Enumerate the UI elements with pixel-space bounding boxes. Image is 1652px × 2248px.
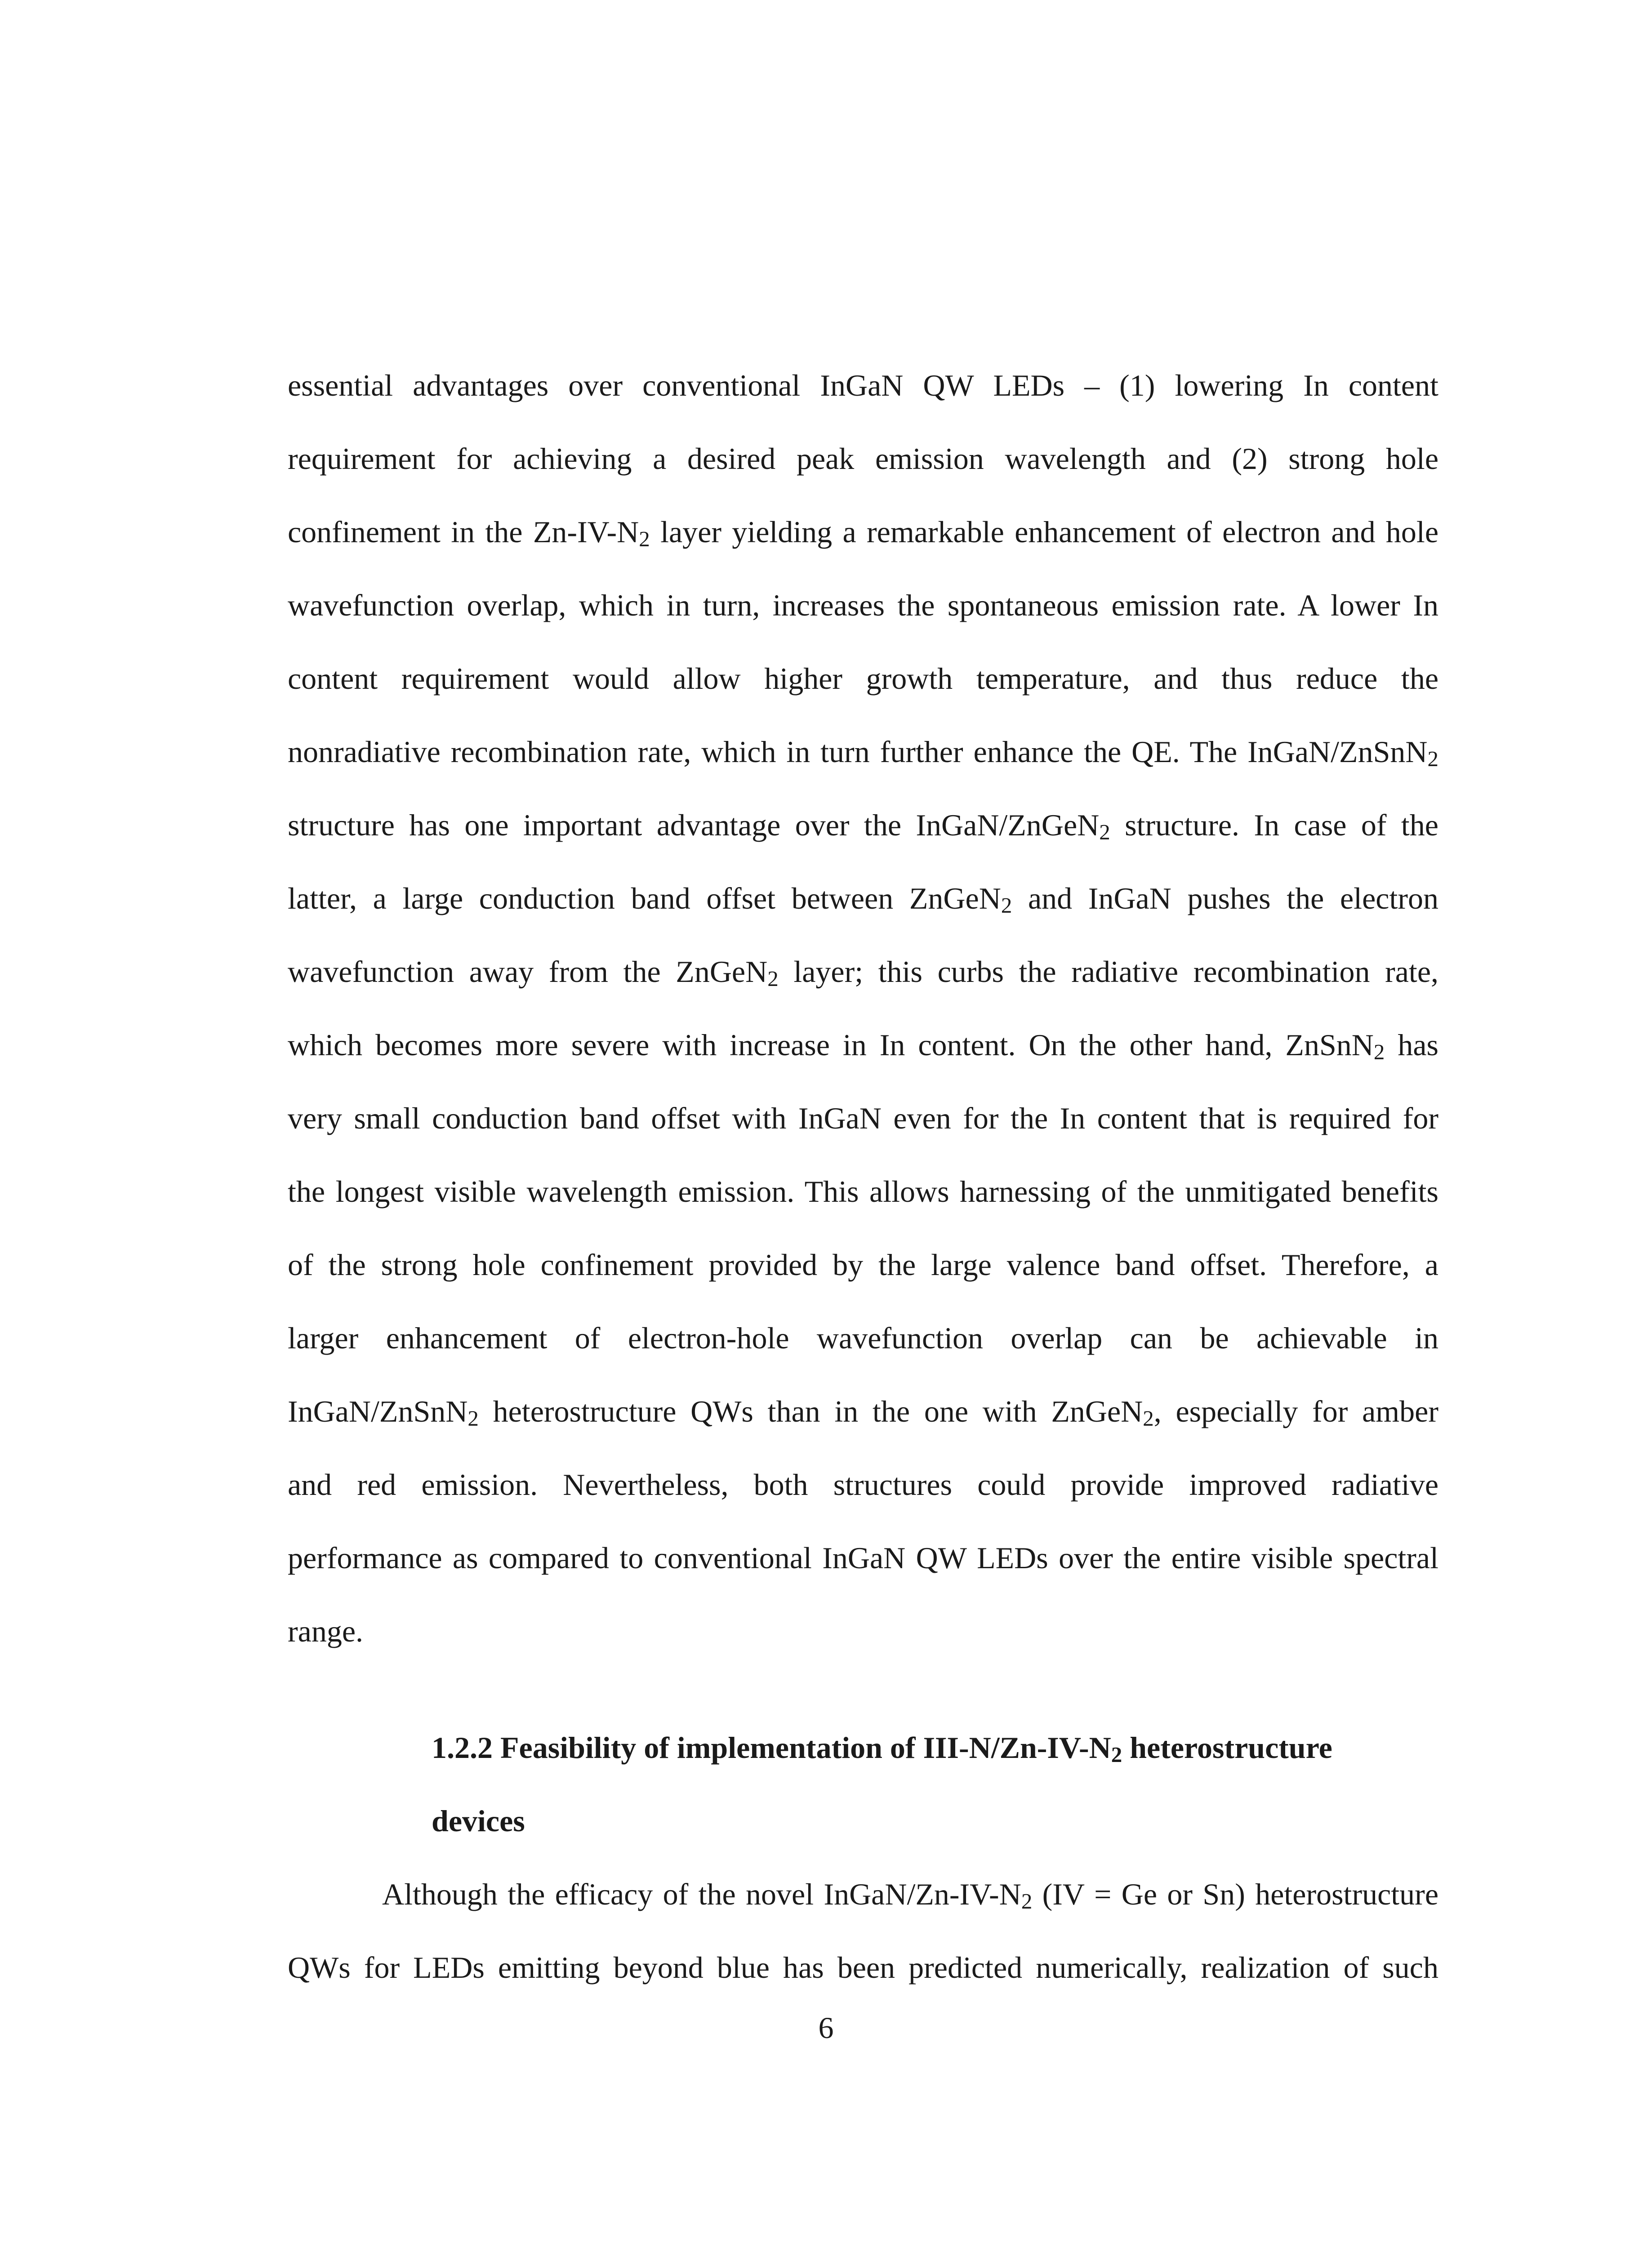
page-number: 6: [818, 2011, 834, 2045]
section-heading-line: devices: [432, 1804, 525, 1838]
text-line: content requirement would allow higher growth temperature, and thus reduce the: [288, 661, 1438, 696]
text-line: latter, a large conduction band offset between ZnGeN$_2$ and InGaN pushes the electron: [288, 881, 1438, 918]
text-line: range.: [288, 1614, 364, 1648]
text-line: which becomes more severe with increase in In content. On the other hand, ZnSnN$_2$ has: [288, 1028, 1438, 1064]
text-line: QWs for LEDs emitting beyond blue has been predicted numerically, realization of such: [288, 1950, 1438, 1985]
section-heading-line: 1.2.2 Feasibility of implementation of III-$N/Zn-IV-N_2$ heterostructure: [432, 1731, 1332, 1767]
text-line: InGaN/ZnSnN$_2$ heterostructure QWs than in the one with ZnGeN$_2$, especially for amber: [288, 1394, 1438, 1431]
text-line: nonradiative recombination rate, which in turn further enhance the QE. The InGaN/ZnSnN$_2$: [288, 735, 1438, 771]
text-line: very small conduction band offset with InGaN even for the In content that is required for: [288, 1101, 1438, 1135]
text-line: of the strong hole confinement provided by the large valence band offset. Therefore, a: [288, 1248, 1438, 1282]
text-line: structure has one important advantage over the InGaN/ZnGeN$_2$ structure. In case of the: [288, 808, 1438, 844]
text-line: Although the efficacy of the novel InGaN/$Zn-IV-N_2$ (IV = Ge or Sn) heterostructure: [382, 1877, 1438, 1913]
text-line: the longest visible wavelength emission. This allows harnessing of the unmitigated benefits: [288, 1174, 1438, 1209]
text-line: and red emission. Nevertheless, both structures could provide improved radiative: [288, 1467, 1438, 1502]
text-line: confinement in the $Zn-IV-N_2$ layer yielding a remarkable enhancement of electron and hole: [288, 515, 1439, 551]
text-line: larger enhancement of electron-hole wavefunction overlap can be achievable in: [288, 1321, 1438, 1355]
text-line: wavefunction overlap, which in turn, increases the spontaneous emission rate. A lower In: [288, 588, 1438, 622]
text-line: performance as compared to conventional InGaN QW LEDs over the entire visible spectral: [288, 1541, 1438, 1575]
text-line: wavefunction away from the ZnGeN$_2$ layer; this curbs the radiative recombination rate,: [288, 955, 1438, 991]
text-line: requirement for achieving a desired peak emission wavelength and (2) strong hole: [288, 442, 1438, 476]
text-line: essential advantages over conventional InGaN QW LEDs – (1) lowering In content: [288, 368, 1438, 402]
